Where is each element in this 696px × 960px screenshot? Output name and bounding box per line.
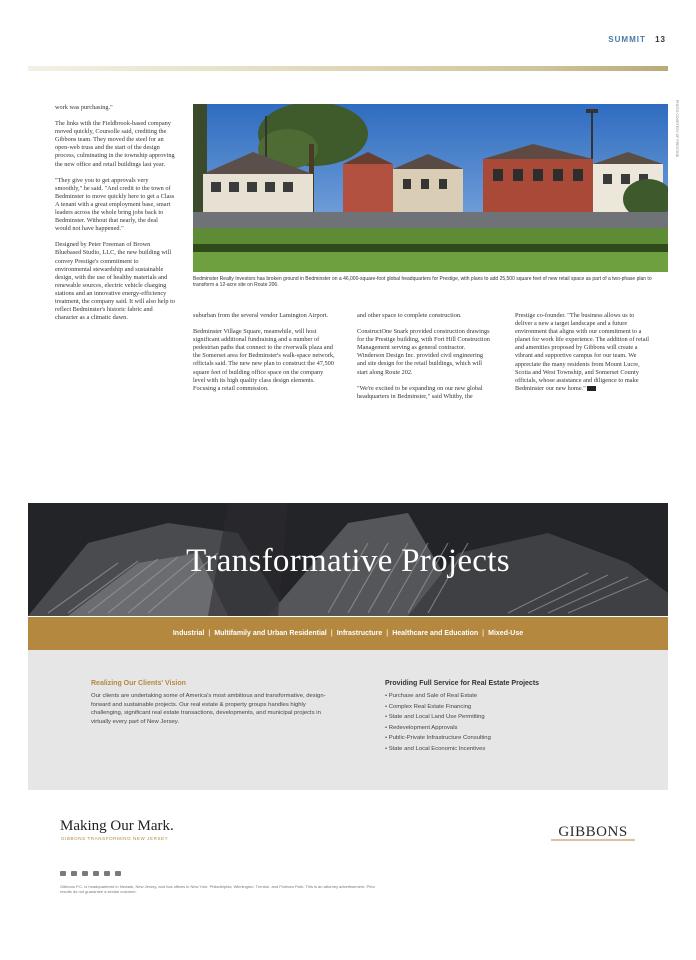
fine-print: Gibbons P.C. is headquartered in Newark, New Jersey, and has offices in New York, Philadelphia, Wilmington, Trenton, and Florham Park. This is an attorney advertisement. Prior results do not guarantee a similar outcome. [60, 884, 375, 895]
category-multifamily: Multifamily and Urban Residential [214, 630, 327, 637]
list-item: • Redevelopment Approvals [385, 724, 458, 731]
separator: | [208, 630, 211, 637]
list-item: • State and Local Economic Incentives [385, 745, 486, 752]
vision-body: Our clients are undertaking some of America's most ambitious and transformative, design-forward and sustainable projects. Our real estate & property groups handles highly challenging, significant real estate transactions, developments, and municipal projects in virtually every part of New Jersey. [91, 693, 326, 725]
category-infrastructure: Infrastructure [336, 630, 383, 637]
end-mark-icon [587, 386, 596, 391]
paragraph: "We're excited to be expanding on our new global headquarters in Bedminster," said Whitby, the [357, 384, 483, 400]
page-number: 13 [655, 35, 666, 44]
list-item: • Public-Private Infrastructure Consulting [385, 735, 491, 742]
vision-block [91, 680, 326, 726]
paragraph: The links with the Fieldbrook-based company moved quickly, Coursolle said, crediting the Gibbons team. They moved the steel for an open-web truss and the start of the design process, culminating in the township approving the new office and retail buildings last year. [55, 120, 175, 168]
running-header [608, 35, 666, 44]
vision-heading: Realizing Our Clients' Vision [91, 680, 186, 687]
paragraph: suburban from the several vendor Lamington Airport. [193, 312, 329, 319]
gibbons-logo [547, 820, 639, 842]
list-item: • Purchase and Sale of Real Estate [385, 693, 478, 699]
ad-info-panel [28, 650, 668, 790]
twitter-icon[interactable] [71, 871, 77, 876]
category-industrial: Industrial [172, 630, 205, 637]
banner-title: Transformative Projects [186, 543, 510, 579]
services-list [385, 691, 625, 755]
facebook-icon[interactable] [82, 871, 88, 876]
ad-subtag: GIBBONS TRANSFORMING NEW JERSEY [61, 836, 169, 841]
paragraph: and other space to complete construction. [357, 312, 462, 319]
instagram-icon[interactable] [104, 871, 110, 876]
article-column-2 [193, 312, 335, 401]
services-block [385, 680, 625, 755]
separator: | [482, 630, 485, 637]
paragraph: ConstructOne Snark provided construction drawings for the Prestige building, with Fort Hill Construction Management serving as general contractor. Winderson Design Inc. provided civil engineering and site design for the retail buildings, which will start along Route 202. [357, 328, 490, 376]
paragraph [515, 312, 650, 393]
photo-credit: PHOTO COURTESY OF PRESTIGE [675, 100, 679, 158]
logo-text: GIBBONS [558, 824, 628, 840]
services-heading: Providing Full Service for Real Estate Projects [385, 680, 540, 687]
article-photo [193, 104, 668, 272]
paragraph: work was purchasing." [55, 104, 113, 111]
paragraph: "They give you to get approvals very smoothly," he said. "And credit to the town of Bedminster to move quickly here to get a Class A tenant with a great employment base, smart leaders across the whole bring jobs back to Bedminster. Without that nearly, the deal would not have happened." [55, 176, 175, 233]
article-column-3 [357, 312, 492, 409]
separator: | [330, 630, 333, 637]
ad-banner [28, 503, 668, 616]
paragraph: Designed by Peter Freeman of Brown Bluebased Studio, LLC, the new building will convey Prestige's commitment to environmental stewardship and sustainable design, with the use of healthy materials and renewable sources, electric vehicle charging stations and an innovative energy-efficiency treatment, the company said. It will also help to reflect Bedminster's historic fabric and character as a climatic dawn. [55, 241, 175, 322]
list-item: • State and Local Land Use Permitting [385, 714, 485, 721]
separator: | [386, 630, 389, 637]
ad-tagline: Making Our Mark. [60, 818, 174, 834]
category-mixed-use: Mixed-Use [488, 630, 524, 637]
rss-icon[interactable] [115, 871, 121, 876]
paragraph-text: Prestige co-founder. "The business allows us to deliver a new a target landscape and a future environment that aligns with our commitment to a planet for work life experience. The addition of retail and amenities proposed by Gibbons will create a vibrant and supportive campus for our team. We appreciate the many residents from Mount Lucre, Scotia and West Township, and Somerset County officials, whose assistance and diligence to make Bedminster our new home." [515, 312, 649, 392]
article-column-4 [515, 312, 650, 401]
category-healthcare: Healthcare and Education [392, 630, 479, 637]
category-bar [28, 617, 668, 650]
top-rule [28, 66, 668, 71]
section-label: SUMMIT [608, 35, 646, 44]
linkedin-icon[interactable] [60, 871, 66, 876]
paragraph: Bedminster Village Square, meanwhile, will host significant additional fundraising and a number of pedestrian paths that connect to the riverwalk plaza and the Somerset area for Bedminster's walk-space network, officials said. The new new plan to construct the 47,500 square feet of building office space on the company level with its high quality class design elements. Focusing a retail commission. [193, 328, 335, 392]
article-column-1 [55, 104, 175, 330]
social-icons [60, 868, 126, 876]
youtube-icon[interactable] [93, 871, 99, 876]
photo-caption: Bedminster Realty Investors has broken ground in Bedminster on a 46,000-square-foot global headquarters for Prestige, with plans to add 25,500 square feet of new retail space as part of a two-phase plan to transform a 12-acre site on Route 206. [193, 276, 652, 289]
list-item: • Complex Real Estate Financing [385, 703, 472, 710]
building-photo-illustration [193, 104, 668, 272]
